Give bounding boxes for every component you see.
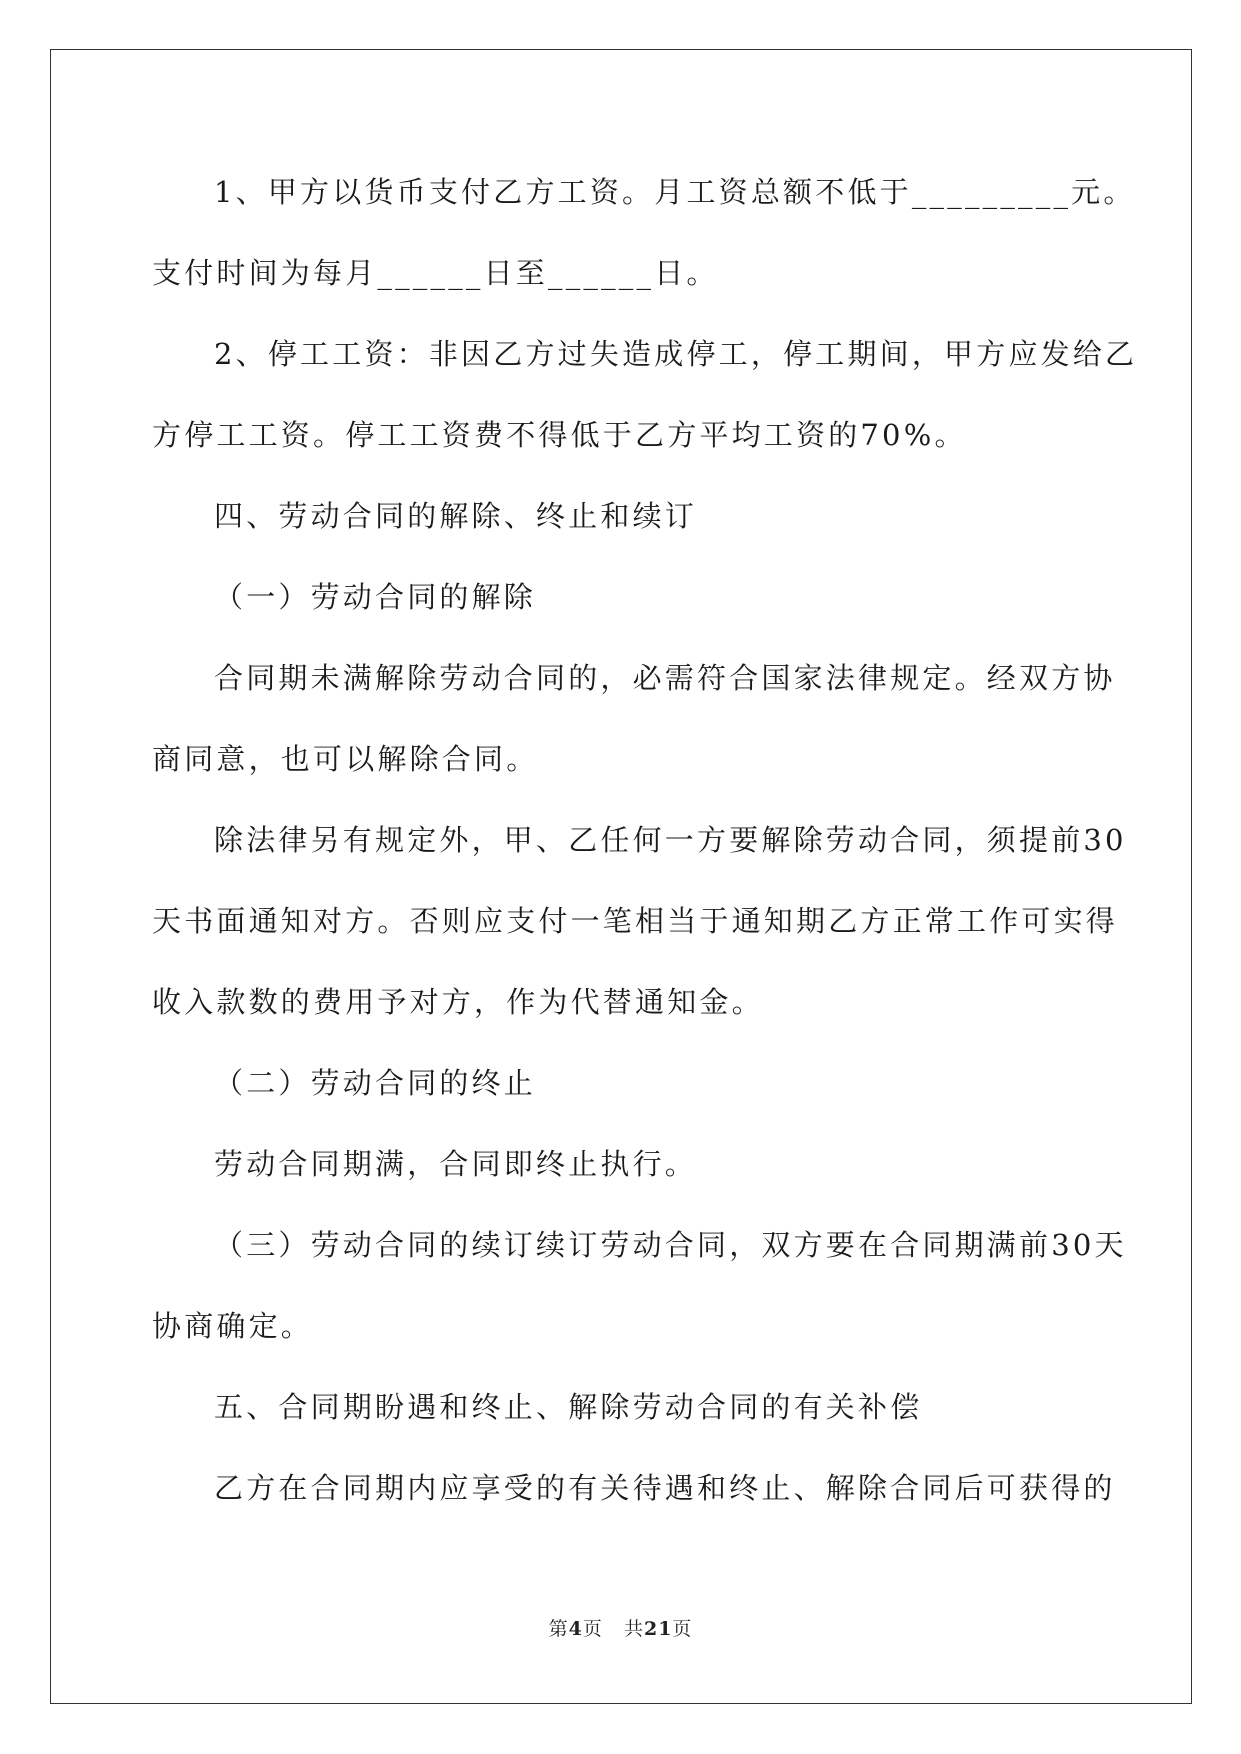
subsection-heading: （一）劳动合同的解除 [214,580,537,614]
subsection-heading: （二）劳动合同的终止 [214,1066,537,1100]
total-suffix: 页 [672,1618,693,1640]
page-suffix: 页 [582,1618,603,1640]
paragraph-line: 天书面通知对方。否则应支付一笔相当于通知期乙方正常工作可实得 [152,904,1119,938]
paragraph-line: 2、停工工资：非因乙方过失造成停工，停工期间，甲方应发给乙 [214,337,1138,371]
page-number: 4 [568,1618,583,1640]
page-footer [0,1614,1241,1641]
paragraph-line: 商同意，也可以解除合同。 [152,742,539,776]
total-prefix: 共 [623,1618,644,1640]
section-heading: 五、合同期盼遇和终止、解除劳动合同的有关补偿 [214,1390,923,1424]
section-heading: 四、劳动合同的解除、终止和续订 [214,499,698,533]
paragraph-line: 支付时间为每月______日至______日。 [152,256,719,290]
paragraph-line: 除法律另有规定外，甲、乙任何一方要解除劳动合同，须提前30 [214,823,1127,857]
paragraph-line: 收入款数的费用予对方，作为代替通知金。 [152,985,764,1019]
page-border [50,49,1192,1704]
paragraph-line: 合同期未满解除劳动合同的，必需符合国家法律规定。经双方协 [214,661,1116,695]
paragraph-line: 劳动合同期满，合同即终止执行。 [214,1147,698,1181]
paragraph-line: 1、甲方以货币支付乙方工资。月工资总额不低于_________元。 [214,175,1136,209]
paragraph-line: 协商确定。 [152,1309,314,1343]
paragraph-line: 方停工工资。停工工资费不得低于乙方平均工资的70%。 [152,418,967,452]
paragraph-line: 乙方在合同期内应享受的有关待遇和终止、解除合同后可获得的 [214,1471,1116,1505]
page-prefix: 第 [548,1618,569,1640]
paragraph-line: （三）劳动合同的续订续订劳动合同，双方要在合同期满前30天 [214,1228,1127,1262]
total-pages: 21 [643,1618,673,1640]
